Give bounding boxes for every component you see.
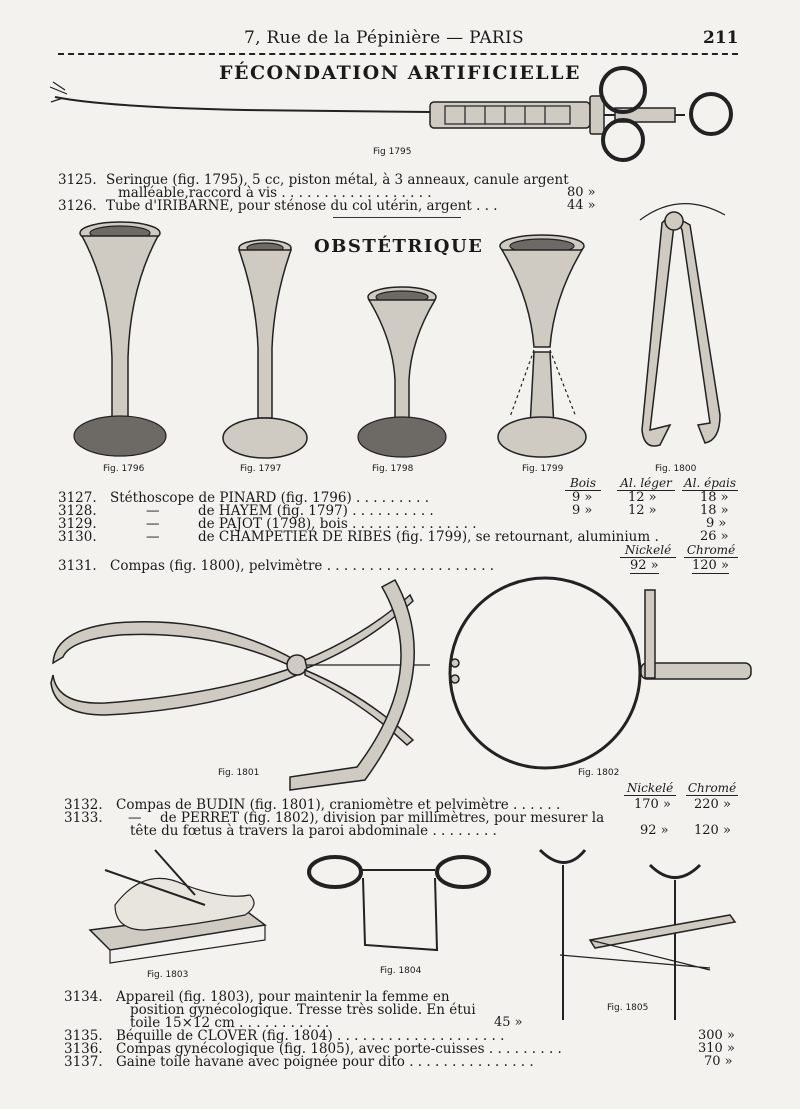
- item-3132-desc: Compas de BUDIN (fig. 1801), craniomètre et pelvimètre . . . . . .: [116, 797, 561, 813]
- item-3134-desc-line3: toile 15×12 cm . . . . . . . . . . .: [130, 1015, 330, 1031]
- item-3133-desc-line1: de PERRET (fig. 1802), division par millimètres, pour mesurer la: [160, 810, 605, 826]
- item-3127-desc: Stéthoscope de PINARD (fig. 1796) . . . . . . . . .: [110, 490, 429, 506]
- item-3127-al-epais: 18 »: [700, 490, 729, 505]
- item-3131-desc: Compas (fig. 1800), pelvimètre . . . . . . . . . . . . . . . . . . . .: [110, 558, 495, 574]
- fig-1796-caption: Fig. 1796: [103, 464, 145, 474]
- col-header-al-leger: Al. léger: [617, 476, 675, 491]
- item-3137-desc: Gaine toile havane avec poignée pour dito . . . . . . . . . . . . . . .: [116, 1054, 534, 1070]
- fig-1797-caption: Fig. 1797: [240, 464, 282, 474]
- item-3125-price: 80 »: [567, 185, 596, 200]
- fig-1798-caption: Fig. 1798: [372, 464, 414, 474]
- item-3127-code: 3127.: [58, 490, 97, 506]
- fig-1805-caption: Fig. 1805: [607, 1003, 649, 1013]
- fig-1804-caption: Fig. 1804: [380, 966, 422, 976]
- clover-crutch-illustration: [305, 850, 490, 965]
- col-header-bois: Bois: [565, 476, 601, 491]
- item-3132-nickele: 170 »: [634, 797, 671, 812]
- item-3133-desc-line2: tête du fœtus à travers la paroi abdominale . . . . . . . .: [130, 823, 497, 839]
- item-3134-code: 3134.: [64, 989, 103, 1005]
- section-divider: [333, 217, 461, 218]
- item-3126-code: 3126.: [58, 198, 97, 214]
- item-3131-chrome: 120 »: [692, 558, 729, 573]
- item-3130-al-epais: 26 »: [700, 529, 729, 544]
- gynecological-support-illustration: [85, 845, 270, 970]
- col-header-chrome-2: Chromé: [687, 781, 737, 795]
- item-3135-desc: Béquille de CLOVER (fig. 1804) . . . . . . . . . . . . . . . . . . . .: [116, 1028, 505, 1044]
- col-header-al-epais: Al. épais: [683, 476, 737, 490]
- item-3125-code: 3125.: [58, 172, 97, 188]
- item-3133-code: 3133.: [64, 810, 103, 826]
- item-3136-desc: Compas gynécologique (fig. 1805), avec porte-cuisses . . . . . . . . .: [116, 1041, 562, 1057]
- item-3131-nickele: 92 »: [630, 558, 659, 573]
- item-3133-dash: —: [128, 810, 142, 826]
- fig-1799-caption: Fig. 1799: [522, 464, 564, 474]
- fig-1803-caption: Fig. 1803: [147, 970, 189, 980]
- stethoscope-champetier-illustration: [490, 232, 595, 464]
- item-3134-price: 45 »: [494, 1015, 523, 1030]
- item-3137-price: 70 »: [704, 1054, 733, 1069]
- section-title-fecondation: FÉCONDATION ARTIFICIELLE: [218, 62, 582, 84]
- item-3126-price: 44 »: [567, 198, 596, 213]
- item-3132-chrome: 220 »: [694, 797, 731, 812]
- fig-1801-caption: Fig. 1801: [218, 768, 260, 778]
- item-3137-code: 3137.: [64, 1054, 103, 1070]
- item-3130-dash: —: [146, 529, 160, 545]
- item-3131-code: 3131.: [58, 558, 97, 574]
- item-3128-dash: —: [146, 503, 160, 519]
- item-3128-bois: 9 »: [572, 503, 593, 518]
- stethoscope-hayem-illustration: [220, 238, 310, 463]
- item-3128-code: 3128.: [58, 503, 97, 519]
- item-3128-al-epais: 18 »: [700, 503, 729, 518]
- item-3129-desc: de PAJOT (1798), bois . . . . . . . . . . . . . . .: [198, 516, 477, 532]
- fig-1800-caption: Fig. 1800: [655, 464, 697, 474]
- item-3126-desc: Tube d'IRIBARNE, pour sténose du col utérin, argent . . .: [106, 198, 498, 214]
- item-3129-code: 3129.: [58, 516, 97, 532]
- item-3127-bois: 9 »: [572, 490, 593, 505]
- item-3134-desc-line2: position gynécologique. Tresse très solide. En étui: [130, 1002, 476, 1018]
- page-header-address: 7, Rue de la Pépinière — PARIS: [244, 28, 524, 48]
- item-3127-al-leger: 12 »: [628, 490, 657, 505]
- item-3133-chrome: 120 »: [694, 823, 731, 838]
- item-3133-nickele: 92 »: [640, 823, 669, 838]
- col-header-chrome-1: Chromé: [684, 543, 738, 558]
- gynecological-compass-illustration: [530, 840, 745, 1025]
- item-3125-desc-line1: Seringue (fig. 1795), 5 cc, piston métal, à 3 anneaux, canule argent: [106, 172, 569, 188]
- pelvimeter-compass-illustration: [630, 195, 735, 460]
- fig-1795-caption: Fig 1795: [373, 147, 412, 157]
- item-3129-al-epais: 9 »: [706, 516, 727, 531]
- col-header-nickele-1: Nickelé: [620, 543, 676, 558]
- item-3136-price: 310 »: [698, 1041, 735, 1056]
- item-3134-desc-line1: Appareil (fig. 1803), pour maintenir la femme en: [116, 989, 450, 1005]
- item-3129-dash: —: [146, 516, 160, 532]
- budin-compass-illustration: [45, 575, 445, 790]
- item-3132-code: 3132.: [64, 797, 103, 813]
- item-3128-al-leger: 12 »: [628, 503, 657, 518]
- item-3128-desc: de HAYEM (fig. 1797) . . . . . . . . . .: [198, 503, 434, 519]
- page-number: 211: [703, 28, 739, 48]
- stethoscope-pajot-illustration: [355, 285, 450, 463]
- item-3135-price: 300 »: [698, 1028, 735, 1043]
- item-3136-code: 3136.: [64, 1041, 103, 1057]
- item-3130-desc: de CHAMPETIER DE RIBES (fig. 1799), se retournant, aluminium .: [198, 529, 659, 545]
- perret-compass-illustration: [445, 575, 755, 775]
- header-rule: [58, 53, 738, 55]
- item-3125-desc-line2: malléable,raccord à vis . . . . . . . . . . . . . . . . . .: [118, 185, 432, 201]
- item-3135-code: 3135.: [64, 1028, 103, 1044]
- item-3130-code: 3130.: [58, 529, 97, 545]
- stethoscope-pinard-illustration: [70, 218, 170, 463]
- section-title-obstetrique: OBSTÉTRIQUE: [314, 236, 484, 257]
- fig-1802-caption: Fig. 1802: [578, 768, 620, 778]
- col-header-nickele-2: Nickelé: [624, 781, 676, 796]
